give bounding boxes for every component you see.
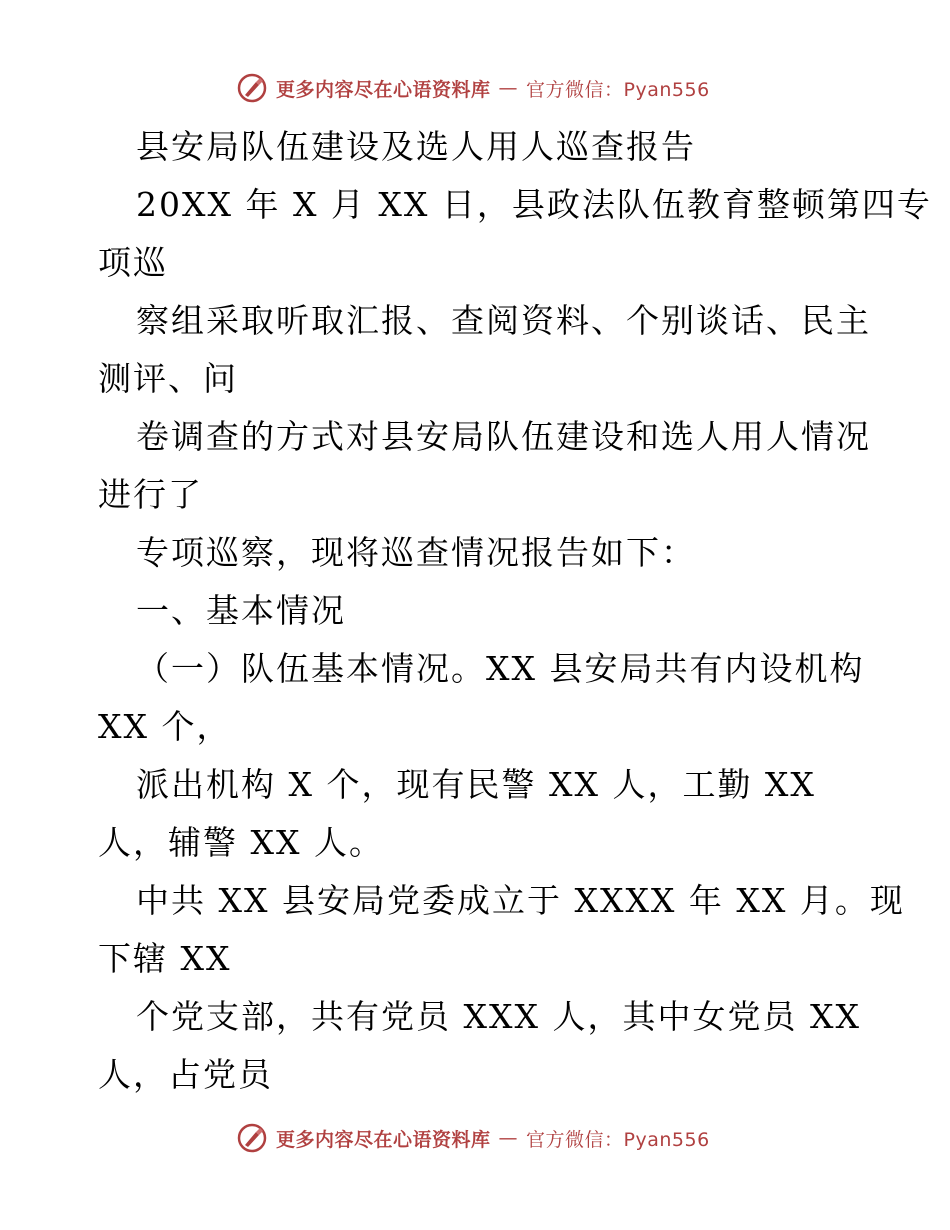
text-line: XX 个，	[98, 707, 232, 746]
document-title: 县安局队伍建设及选人用人巡查报告	[136, 127, 696, 166]
text-line: 察组采取听取汇报、查阅资料、个别谈话、民主	[136, 301, 871, 340]
watermark-contact: 官方微信：Pyan556	[526, 78, 710, 101]
watermark-footer	[236, 1122, 710, 1154]
pen-logo-icon	[236, 72, 268, 104]
text-line: 卷调查的方式对县安局队伍建设和选人用人情况	[136, 417, 871, 456]
watermark-text: 更多内容尽在心语资料库	[276, 1128, 491, 1151]
watermark-header	[236, 72, 710, 104]
watermark-text: 更多内容尽在心语资料库	[276, 78, 491, 101]
text-line: 项巡	[98, 243, 168, 282]
text-line: 进行了	[98, 475, 203, 514]
text-line: 专项巡察，现将巡查情况报告如下：	[136, 533, 696, 572]
section-heading: 一、基本情况	[136, 591, 346, 630]
watermark-separator: —	[498, 1127, 519, 1149]
pen-logo-icon	[236, 1122, 268, 1154]
text-line: 个党支部，共有党员 XXX 人，其中女党员 XX	[136, 997, 861, 1036]
text-line: 派出机构 X 个，现有民警 XX 人，工勤 XX	[136, 765, 816, 804]
text-line: 人，辅警 XX 人。	[98, 823, 384, 862]
text-line: 测评、问	[98, 359, 238, 398]
watermark-contact: 官方微信：Pyan556	[526, 1128, 710, 1151]
watermark-separator: —	[498, 77, 519, 99]
text-line: 中共 XX 县安局党委成立于 XXXX 年 XX 月。现	[136, 881, 905, 920]
text-line: 20XX 年 X 月 XX 日，县政法队伍教育整顿第四专	[136, 185, 932, 224]
text-line: 下辖 XX	[98, 939, 232, 978]
text-line: 人，占党员	[98, 1055, 273, 1094]
document-body	[98, 118, 932, 1104]
text-line: （一）队伍基本情况。XX 县安局共有内设机构	[136, 649, 865, 688]
